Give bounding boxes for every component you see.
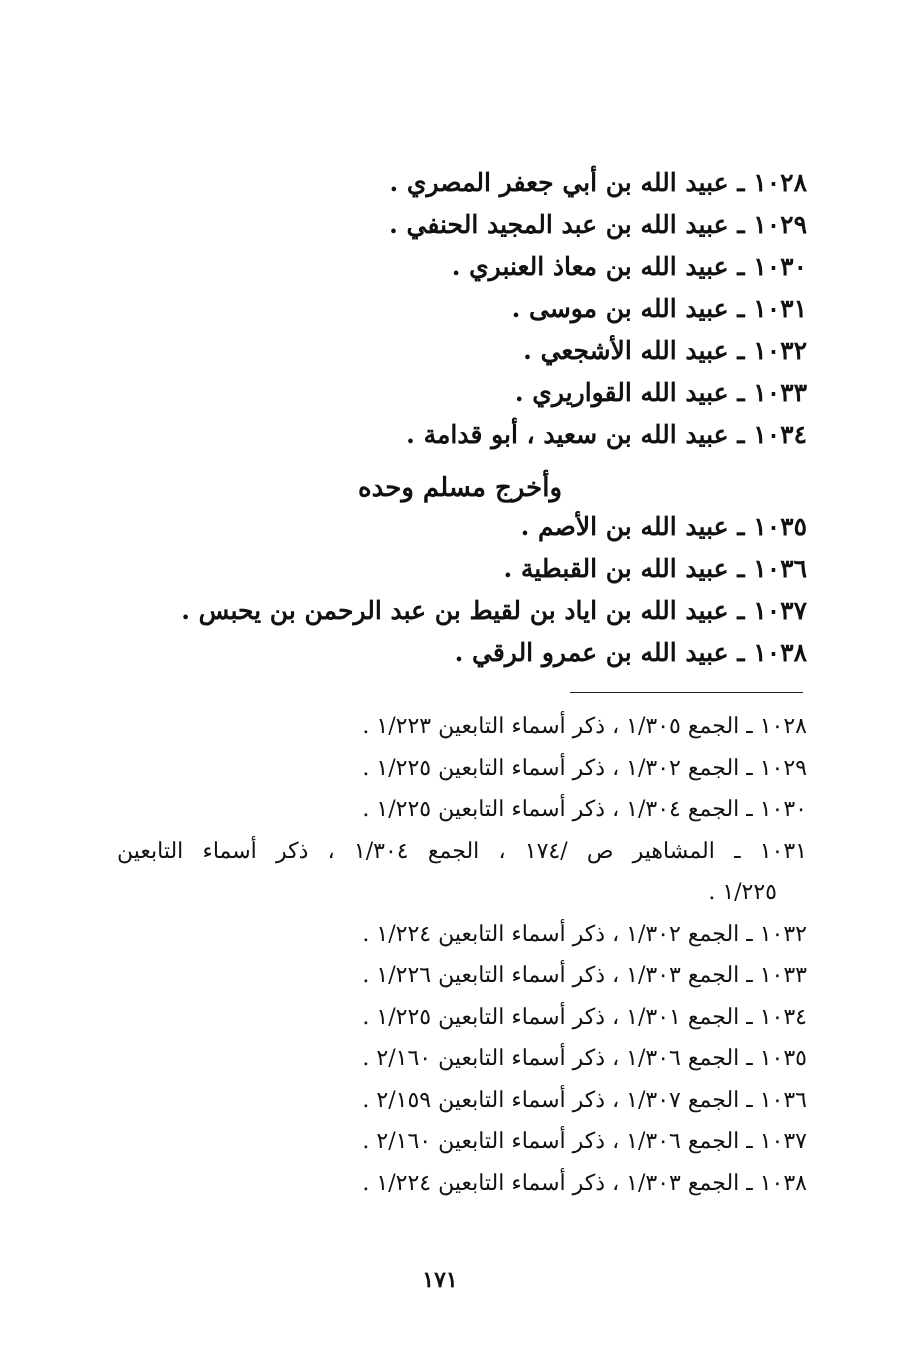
main-entry: ١٠٣٤ ـ عبيد الله بن سعيد ، أبو قدامة . (406, 420, 807, 449)
footnote-line: ١٠٣٠ ـ الجمع ١/٣٠٤ ، ذكر أسماء التابعين ١/٢٢٥ . (362, 797, 807, 822)
footnote-line: ١٠٣١ ـ المشاهير ص /١٧٤ ، الجمع ١/٣٠٤ ، ذكر أسماء التابعين (117, 838, 807, 864)
muslim-entry-list (107, 506, 807, 674)
footnote-line: ١٠٣٢ ـ الجمع ١/٣٠٢ ، ذكر أسماء التابعين ١/٢٢٤ . (362, 921, 807, 947)
muslim-entry: ١٠٣٧ ـ عبيد الله بن اياد بن لقيط بن عبد الرحمن بن يحبس . (181, 596, 807, 625)
muslim-entry: ١٠٣٨ ـ عبيد الله بن عمرو الرقي . (454, 638, 807, 667)
main-entry: ١٠٣٠ ـ عبيد الله بن معاذ العنبري . (451, 252, 807, 281)
footnote-line-continuation: ١/٢٢٥ . (708, 880, 777, 905)
footnote-line: ١٠٣٥ ـ الجمع ١/٣٠٦ ، ذكر أسماء التابعين ٢/١٦٠ . (362, 1046, 807, 1071)
main-entry-list (107, 162, 807, 456)
page-number: ١٧١ (422, 1267, 458, 1293)
main-entry: ١٠٣٢ ـ عبيد الله الأشجعي . (523, 336, 807, 365)
footnote-line: ١٠٢٩ ـ الجمع ١/٣٠٢ ، ذكر أسماء التابعين ١/٢٢٥ . (362, 755, 807, 781)
footnote-line: ١٠٣٤ ـ الجمع ١/٣٠١ ، ذكر أسماء التابعين ١/٢٢٥ . (362, 1004, 807, 1030)
footnote-line: ١٠٣٣ ـ الجمع ١/٣٠٣ ، ذكر أسماء التابعين ١/٢٢٦ . (362, 963, 807, 988)
footnote-line: ١٠٣٧ ـ الجمع ١/٣٠٦ ، ذكر أسماء التابعين ٢/١٦٠ . (362, 1129, 807, 1154)
main-entry: ١٠٣٣ ـ عبيد الله القواريري . (514, 378, 807, 407)
footnote-divider (570, 692, 803, 693)
main-entry: ١٠٢٨ ـ عبيد الله بن أبي جعفر المصري . (389, 168, 807, 197)
muslim-entry: ١٠٣٦ ـ عبيد الله بن القبطية . (503, 554, 807, 583)
footnote-line: ١٠٣٦ ـ الجمع ١/٣٠٧ ، ذكر أسماء التابعين ٢/١٥٩ . (362, 1087, 807, 1113)
main-entry: ١٠٣١ ـ عبيد الله بن موسى . (511, 294, 807, 323)
muslim-entry: ١٠٣٥ ـ عبيد الله بن الأصم . (520, 512, 807, 541)
footnote-line: ١٠٣٨ ـ الجمع ١/٣٠٣ ، ذكر أسماء التابعين ١/٢٢٤ . (362, 1170, 807, 1196)
footnote-list (117, 706, 807, 1204)
footnote-line: ١٠٢٨ ـ الجمع ١/٣٠٥ ، ذكر أسماء التابعين ١/٢٢٣ . (362, 714, 807, 739)
section-heading: وأخرج مسلم وحده (357, 473, 562, 503)
main-entry: ١٠٢٩ ـ عبيد الله بن عبد المجيد الحنفي . (389, 210, 807, 239)
